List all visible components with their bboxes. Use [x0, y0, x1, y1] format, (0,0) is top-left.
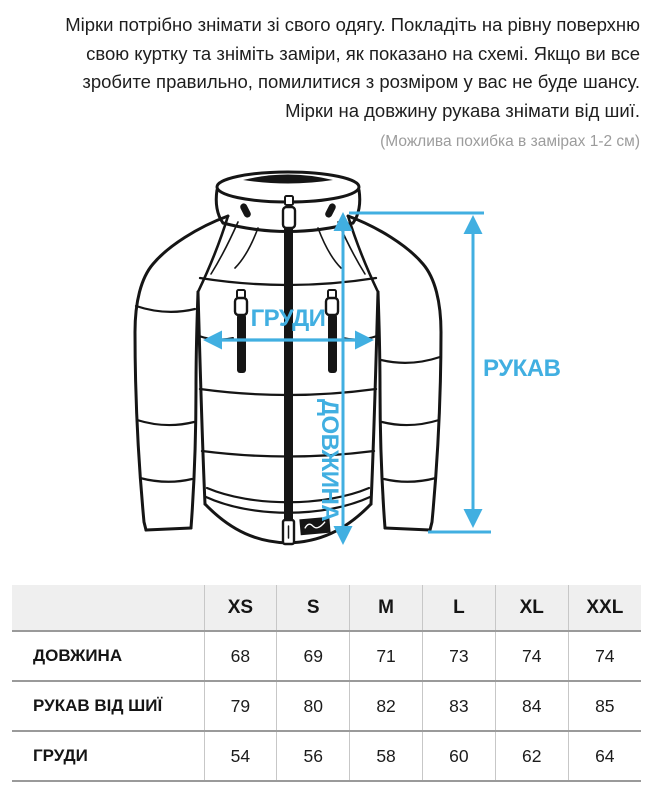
size-column-xxl: XXL: [568, 585, 641, 631]
size-column-s: S: [277, 585, 350, 631]
left-chest-zip-slider: [235, 298, 247, 315]
tolerance-note: (Можлива похибка в замірах 1-2 см): [380, 133, 640, 150]
jacket-body-right-edge: [371, 292, 378, 504]
size-table: [12, 585, 641, 782]
jacket-left-cuff: [146, 528, 191, 530]
sleeve-m: 82: [350, 681, 423, 731]
measurement-instructions: [20, 11, 640, 125]
right-sleeve-quilt-1: [381, 357, 440, 363]
row-label-sleeve: РУКАВ ВІД ШИЇ: [12, 681, 204, 731]
chest-xxl: 64: [568, 731, 641, 781]
chest-measure-label: ГРУДИ: [250, 305, 326, 332]
sleeve-l: 83: [422, 681, 495, 731]
main-zipper-stop: [285, 196, 293, 205]
right-chest-zip-tape: [328, 314, 337, 373]
chest-arrowhead-right: [355, 331, 374, 350]
neck-crease-right: [318, 228, 341, 268]
table-row-sleeve: [12, 681, 641, 731]
collar-right-slit: [324, 202, 337, 219]
size-table-header-row: [12, 585, 641, 631]
sleeve-measure-label: РУКАВ: [483, 355, 561, 382]
sleeve-xs: 79: [204, 681, 277, 731]
jacket-right-sleeve-inner: [378, 292, 385, 528]
row-label-length: ДОВЖИНА: [12, 631, 204, 681]
length-xxl: 74: [568, 631, 641, 681]
table-row-chest: [12, 731, 641, 781]
instructions-line-3: зробите правильно, помилитися з розміром у вас не буде шансу.: [82, 71, 640, 92]
length-xl: 74: [495, 631, 568, 681]
instructions-line-1: Мірки потрібно знімати зі свого одягу. Покладіть на рівну поверхню: [65, 14, 640, 35]
left-sleeve-quilt-2: [137, 420, 194, 425]
size-column-xs: XS: [204, 585, 277, 631]
left-chest-zip-tape: [237, 314, 246, 373]
jacket-right-sleeve: [348, 216, 441, 530]
sleeve-xxl: 85: [568, 681, 641, 731]
jacket-measurement-diagram: [0, 170, 653, 570]
jacket-left-sleeve-inner: [191, 292, 198, 528]
left-sleeve-quilt-3: [140, 478, 192, 482]
collar-inner-shadow: [243, 175, 333, 184]
right-sleeve-quilt-3: [384, 478, 436, 482]
main-zipper-slider: [283, 207, 295, 228]
size-column-xl: XL: [495, 585, 568, 631]
size-column-m: M: [350, 585, 423, 631]
length-arrowhead-down: [334, 526, 353, 545]
left-sleeve-quilt-1: [136, 306, 195, 312]
sleeve-arrowhead-up: [464, 215, 483, 234]
left-chest-zip-stop: [237, 290, 245, 298]
length-s: 69: [277, 631, 350, 681]
sleeve-arrowhead-down: [464, 509, 483, 528]
table-row-length: [12, 631, 641, 681]
chest-xl: 62: [495, 731, 568, 781]
right-sleeve-quilt-2: [382, 420, 439, 425]
right-chest-zip-slider: [326, 298, 338, 315]
sleeve-s: 80: [277, 681, 350, 731]
sleeve-xl: 84: [495, 681, 568, 731]
length-m: 71: [350, 631, 423, 681]
right-chest-zip-stop: [328, 290, 336, 298]
length-measure-label: ДОВЖИНА: [316, 398, 343, 522]
jacket-body-left-edge: [198, 292, 205, 504]
size-table-corner-cell: [12, 585, 204, 631]
chest-s: 56: [277, 731, 350, 781]
chest-xs: 54: [204, 731, 277, 781]
chest-l: 60: [422, 731, 495, 781]
jacket-right-cuff: [385, 528, 430, 530]
length-xs: 68: [204, 631, 277, 681]
instructions-line-2: свою куртку та зніміть заміри, як показано на схемі. Якщо ви все: [86, 42, 640, 64]
chest-arrowhead-left: [203, 331, 222, 350]
collar-left-slit: [239, 202, 252, 219]
row-label-chest: ГРУДИ: [12, 731, 204, 781]
jacket-illustration: [135, 172, 441, 544]
size-column-l: L: [422, 585, 495, 631]
jacket-left-sleeve: [135, 216, 228, 530]
neck-crease-left: [235, 228, 258, 268]
instructions-line-4: Мірки на довжину рукава знімати від шиї.: [285, 99, 640, 121]
main-zipper-tape: [284, 226, 293, 521]
chest-m: 58: [350, 731, 423, 781]
length-l: 73: [422, 631, 495, 681]
